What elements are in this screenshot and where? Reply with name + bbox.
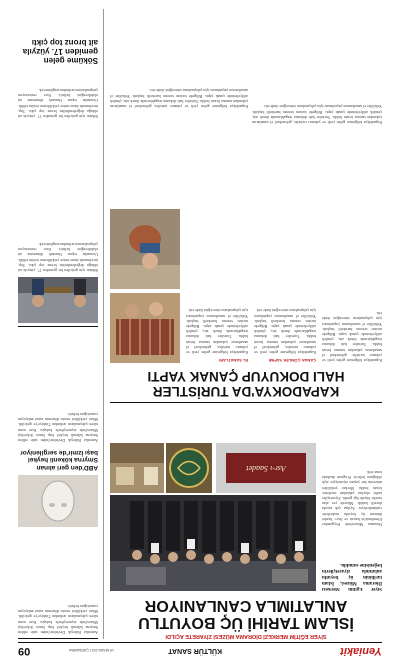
photo-pottery-graphic xyxy=(110,209,180,289)
section-rule xyxy=(18,326,98,327)
article-body: Söküm için getirilen bir gemiden 17. yüzyıla ait olduğu değerlendirilen bronz top çıktı. Top, incelenmek üzere müze yetkililerine teslim edildi. Uzmanlar topun Osmanlı dönemine ait olabileceğini belirtti. Eser restorasyon çalışmalarının ardından sergilenecek. xyxy=(18,241,98,273)
headline-line: ait bronz top çıktı xyxy=(31,38,98,47)
subheading: EL SANATLARI xyxy=(219,358,248,363)
headline-line: KAPADOKYA'DA TURİSTLER xyxy=(152,384,340,399)
article-body: Kapadokya bölgesine gelen yerli ve yabancı turistler, geleneksel el sanatlarını yakından tanıma fırsatı buldu. Turistler halı dokuma tezgahlarında ilmek attı, çömlek atölyelerinde çanak yaptı. Bölgede turizm sezonu hareketli başladı. Yetkililer el sanatlarının yaşatılması için çalışmaların süreceğini ifade etti. xyxy=(254,308,316,355)
photo-tourists-weaving xyxy=(110,293,180,363)
photo-sculpture-head xyxy=(18,475,98,527)
article-body: Kapadokya bölgesine gelen yerli ve yabancı turistler, geleneksel el sanatlarını yakından tanıma fırsatı buldu. Turistler halı dokuma tezgahlarında ilmek attı, çömlek atölyelerinde çanak yaptı. Bölgede turizm sezonu hareketli başladı. Yetkililer el sanatlarının yaşatılması için çalışmaların süreceğini ifade etti. xyxy=(252,104,382,125)
vertical-divider xyxy=(103,9,104,639)
headline-line: ANLATIMLA CANLANIYOR xyxy=(144,597,348,614)
masthead xyxy=(18,642,382,657)
article-body: Kapadokya bölgesine gelen yerli ve yabancı turistler, geleneksel el sanatlarını yakından tanıma fırsatı buldu. Turistler halı dokuma tezgahlarında ilmek attı, çömlek atölyelerinde çanak yaptı. Bölgede turizm sezonu hareketli başladı. Yetkililer el sanatlarının yaşatılması için çalışmaların süreceğini ifade etti. xyxy=(110,88,248,109)
article-headline xyxy=(18,38,98,65)
subheading: ÇANAK ÇÖMLEK YAPIMI xyxy=(268,358,316,363)
masthead-section: KÜLTÜR SANAT xyxy=(168,647,222,654)
headline-line: Söküme gelen xyxy=(43,56,98,65)
article-lead: Siyer Eğitim Merkezi Diorama Müzesi, İslam tarihinin üç boyutlu anlatımla ziyaretçilerin beğenisine sunuldu. xyxy=(322,562,382,591)
headline-line: gemiden 17. yüzyıla xyxy=(22,47,98,56)
article-headline xyxy=(18,449,98,472)
photo-museum-sign xyxy=(216,443,316,493)
masthead-date: 19 NİSAN 2017 ÇARŞAMBA xyxy=(69,648,114,652)
photo-sculpture-head-graphic xyxy=(18,475,98,527)
photo-museum-interior-graphic xyxy=(110,443,164,493)
page-number: 09 xyxy=(18,645,31,657)
article-body: Diorama Müzesi'nde Peygamber Efendimiz'in hayatı ve Asr-ı Saadet dönemi üç boyutlu maketlerle canlandırılıyor. Açılışa çok sayıda davetli katıldı. Müzede yer alan eserler büyük ilgi gördü. Ziyaretçiler tarihi olayları yakından inceleme fırsatı buldu. Merkez yetkilileri müzenin her yaştan ziyaretçiye açık olduğunu belirtti. Program dualarla sona erdi. xyxy=(322,469,382,527)
photo-bronze-cannon xyxy=(18,277,98,323)
photo-museum-interior xyxy=(110,443,164,493)
article-body: Kapadokya bölgesine gelen yerli ve yabancı turistler, geleneksel el sanatlarını yakından tanıma fırsatı buldu. Turistler halı dokuma tezgahlarında ilmek attı, çömlek atölyelerinde çanak yaptı. Bölgede turizm sezonu hareketli başladı. Yetkililer el sanatlarının yaşatılması için çalışmaların süreceğini ifade etti. xyxy=(186,308,248,355)
section-rule xyxy=(110,402,382,403)
headline-line: HALI DOKUYUP ÇANAK YAPTI xyxy=(147,369,345,384)
headline-line: ABD'den geri alınan xyxy=(36,464,98,471)
headline-line: İSLAM TARİHİ ÜÇ BOYUTLU xyxy=(138,614,354,631)
headline-line: başı İzmir'de sergileniyor xyxy=(20,449,98,456)
masthead-logo: Yeniakit xyxy=(340,645,382,657)
photo-group-of-officials-graphic xyxy=(110,495,316,591)
article-headline xyxy=(110,369,382,399)
article-kicker: SİYER EĞİTİM MERKEZİ DİORAMA MÜZESİ ZİYARETE AÇILDI xyxy=(165,633,327,639)
photo-pottery xyxy=(110,209,180,289)
photo-calligraphy-plate-graphic xyxy=(166,443,212,493)
article-body: Kapadokya bölgesine gelen yerli ve yabancı turistler, geleneksel el sanatlarını yakından tanıma fırsatı buldu. Turistler halı dokuma tezgahlarında ilmek attı, çömlek atölyelerinde çanak yaptı. Bölgede turizm sezonu hareketli başladı. Yetkililer el sanatlarının yaşatılması için çalışmaların süreceğini ifade etti. xyxy=(322,311,382,363)
sign-text: Asr-ı Saadet xyxy=(246,464,286,473)
section-rule xyxy=(18,638,98,639)
photo-calligraphy-plate xyxy=(166,443,212,493)
photo-group-of-officials xyxy=(110,495,316,591)
photo-bronze-cannon-graphic xyxy=(18,277,98,323)
headline-line: Smyrna kökenli heykel xyxy=(27,456,98,464)
article-body: Amerika Birleşik Devletleri'nden iade edilen Smyrna kökenli heykel başı İzmir Arkeoloji Müzesi'nde ziyaretçilerle buluştu. Eser uzun süren çalışmaların ardından Türkiye'ye getirildi. Müze yetkilileri eserin dönemin sanat anlayışını yansıttığını belirtti. xyxy=(18,411,98,443)
article-body: Söküm için getirilen bir gemiden 17. yüzyıla ait olduğu değerlendirilen bronz top çıktı. Top, incelenmek üzere müze yetkililerine teslim edildi. Uzmanlar topun Osmanlı dönemine ait olabileceğini belirtti. Eser restorasyon çalışmalarının ardından sergilenecek. xyxy=(18,87,98,119)
photo-tourists-weaving-graphic xyxy=(110,293,180,363)
article-body: Amerika Birleşik Devletleri'nden iade edilen Smyrna kökenli heykel başı İzmir Arkeoloji Müzesi'nde ziyaretçilerle buluştu. Eser uzun süren çalışmaların ardından Türkiye'ye getirildi. Müze yetkilileri eserin dönemin sanat anlayışını yansıttığını belirtti. xyxy=(18,603,98,635)
article-headline xyxy=(110,597,382,631)
